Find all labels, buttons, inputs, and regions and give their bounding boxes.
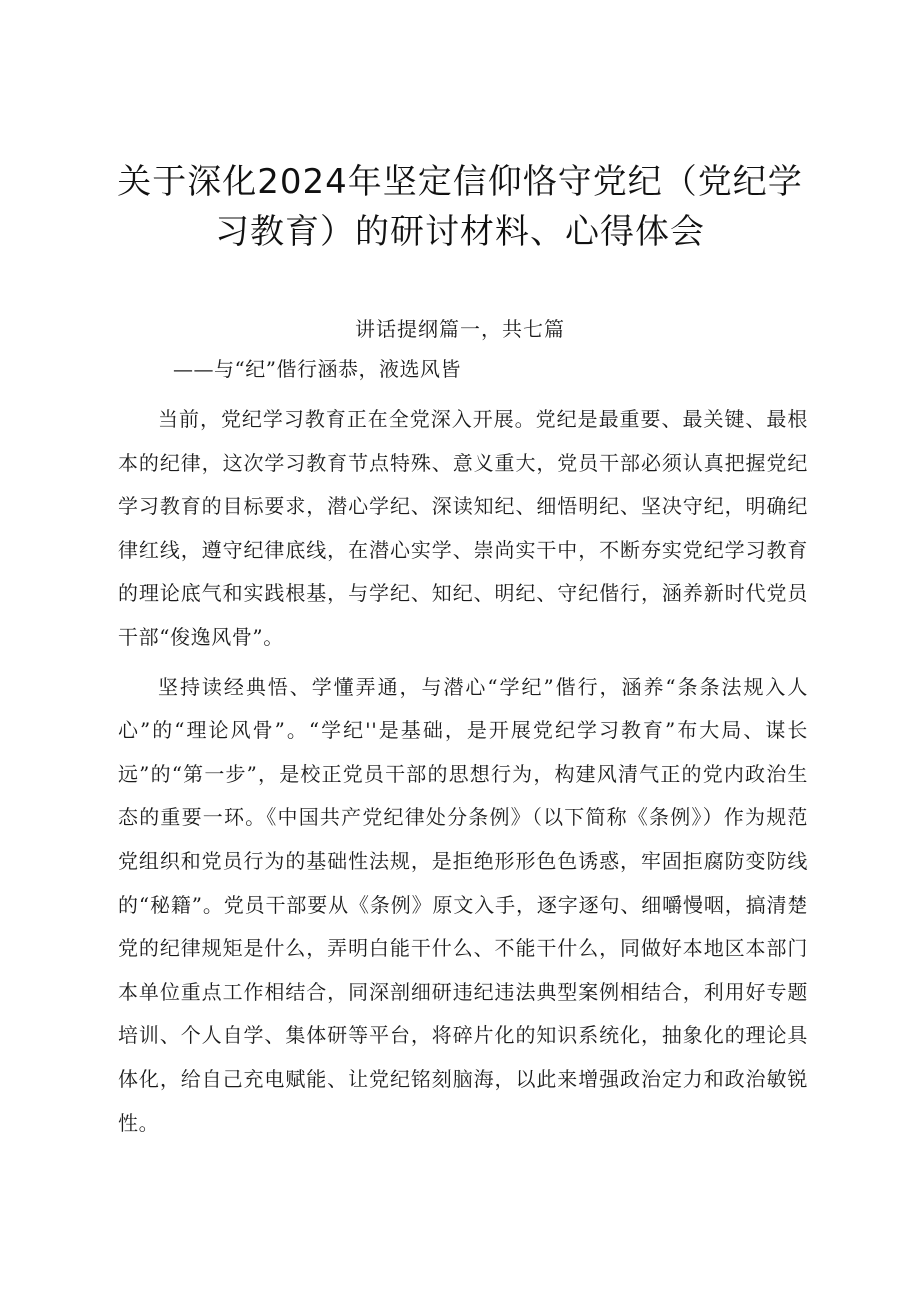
- body-paragraph: 当前，党纪学习教育正在全党深入开展。党纪是最重要、最关键、最根本的纪律，这次学习教育节点特殊、意义重大，党员干部必须认真把握党纪学习教育的目标要求，潜心学纪、深读知纪、细悟明纪、坚决守纪，明确纪律红线，遵守纪律底线，在潜心实学、崇尚实干中，不断夯实党纪学习教育的理论底气和实践根基，与学纪、知纪、明纪、守纪偕行，涵养新时代党员干部“俊逸风骨”。: [118, 407, 808, 649]
- document-title: 关于深化2024年坚定信仰恪守党纪（党纪学习教育）的研讨材料、心得体会: [117, 162, 803, 252]
- document-tagline: ——与“纪”偕行涵恭，液选风皆: [173, 357, 461, 381]
- document-body: [118, 398, 808, 1145]
- body-paragraph: 坚持读经典悟、学懂弄通，与潜心“学纪”偕行，涵养“条条法规入人心”的“理论风骨”。“学纪''是基础，是开展党纪学习教育”布大局、谋长远”的“第一步”，是校正党员干部的思想行为，构建风清气正的党内政治生态的重要一环。《中国共产党纪律处分条例》（以下简称《条例》）作为规范党组织和党员行为的基础性法规，是拒绝形形色色诱惑，牢固拒腐防变防线的“秘籍”。党员干部要从《条例》原文入手，逐字逐句、细嚼慢咽，搞清楚党的纪律规矩是什么，弄明白能干什么、不能干什么，同做好本地区本部门本单位重点工作相结合，同深剖细研违纪违法典型案例相结合，利用好专题培训、个人自学、集体研等平台，将碎片化的知识系统化，抽象化的理论具体化，给自己充电赋能、让党纪铭刻脑海，以此来增强政治定力和政治敏锐性。: [118, 674, 808, 1135]
- document-subtitle: 讲话提纲篇一，共七篇: [355, 317, 565, 341]
